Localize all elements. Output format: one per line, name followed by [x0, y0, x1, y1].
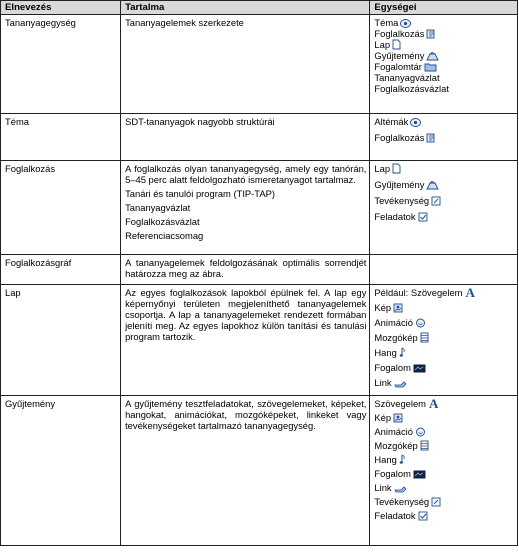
page-icon	[392, 163, 401, 174]
image-icon	[393, 303, 403, 313]
concept-icon	[413, 470, 426, 479]
text-element-icon: A	[429, 396, 439, 411]
unit-label: Mozgókép	[374, 332, 418, 343]
content-paragraph: A gyűjtemény tesztfeladatokat, szövegelemeket, képeket, hangokat, animációkat, mozgóképeket, linkeket vagy tevékenységeket tartalmazó tananyagegység.	[125, 398, 367, 431]
lesson-icon	[426, 29, 436, 39]
unit-item-mozgokep[interactable]	[374, 332, 514, 343]
row-name: Tananyagegység	[1, 15, 121, 114]
unit-item-szovegelem[interactable]	[374, 287, 514, 298]
animation-icon	[415, 427, 426, 437]
collection-icon	[426, 52, 439, 61]
unit-label: Feladatok	[374, 510, 416, 521]
unit-label: Foglalkozásvázlat	[374, 83, 449, 94]
concept-icon	[413, 364, 426, 373]
unit-item-hang[interactable]	[374, 347, 514, 358]
unit-label: Szövegelem	[374, 398, 426, 409]
row-content	[121, 285, 370, 396]
unit-label: Altémák	[374, 116, 409, 127]
unit-item-lap[interactable]	[374, 39, 514, 50]
unit-label: Kép	[374, 412, 392, 423]
unit-label: Fogalom	[374, 362, 411, 373]
unit-label: Lap	[374, 39, 391, 50]
unit-item-tevekenyseg[interactable]	[374, 496, 514, 507]
unit-item-tema[interactable]	[374, 17, 514, 28]
theme-icon	[400, 19, 411, 28]
row-units	[370, 114, 518, 161]
table-row	[1, 15, 518, 114]
row-name: Téma	[1, 114, 121, 161]
unit-label: Hang	[374, 347, 397, 358]
unit-label: Foglalkozás	[374, 132, 425, 143]
row-units	[370, 285, 518, 396]
image-icon	[393, 413, 403, 423]
row-units	[370, 161, 518, 255]
unit-item-feladatok[interactable]	[374, 211, 514, 222]
units-prefix: Például:	[374, 287, 409, 298]
unit-item-gyujtemeny[interactable]	[374, 50, 514, 61]
unit-item-foglalkozas[interactable]	[374, 132, 514, 143]
content-paragraph: Tananyagvázlat	[125, 202, 191, 213]
unit-item-kep[interactable]	[374, 302, 514, 313]
unit-item-foglalkozasvazlat[interactable]	[374, 83, 514, 94]
collection-icon	[426, 181, 439, 190]
table-row	[1, 161, 518, 255]
row-content	[121, 15, 370, 114]
header-content: Tartalma	[121, 1, 370, 15]
unit-item-feladatok[interactable]	[374, 510, 514, 521]
video-icon	[420, 440, 429, 451]
unit-label: Gyűjtemény	[374, 179, 425, 190]
content-paragraph: Referenciacsomag	[125, 230, 204, 241]
content-paragraph: A foglalkozás olyan tananyagegység, amely egy tanórán, 5–45 perc alatt feldolgozható ismeretanyagot tartalmaz.	[125, 163, 367, 185]
unit-label: Foglalkozás	[374, 28, 425, 39]
table-row	[1, 114, 518, 161]
page-icon	[392, 39, 401, 50]
unit-label: Lap	[374, 163, 391, 174]
unit-item-foglalkozas[interactable]	[374, 28, 514, 39]
unit-label: Téma	[374, 17, 399, 28]
content-paragraph: SDT-tananyagok nagyobb struktúrái	[125, 116, 275, 127]
unit-label: Link	[374, 377, 392, 388]
task-icon	[418, 511, 428, 521]
sound-icon	[399, 347, 406, 358]
unit-item-fogalom[interactable]	[374, 362, 514, 373]
content-paragraph: Foglalkozásvázlat	[125, 216, 200, 227]
row-content	[121, 161, 370, 255]
table-row	[1, 285, 518, 396]
glossary-folder-icon	[424, 62, 437, 72]
header-name: Elnevezés	[1, 1, 121, 15]
content-paragraph: Tananyagelemek szerkezete	[125, 17, 244, 28]
table-row	[1, 396, 518, 546]
unit-item-animacio[interactable]	[374, 317, 514, 328]
unit-item-gyujtemeny[interactable]	[374, 179, 514, 190]
lesson-icon	[426, 133, 436, 143]
row-name: Foglalkozásgráf	[1, 255, 121, 285]
row-name: Lap	[1, 285, 121, 396]
unit-label: Feladatok	[374, 211, 416, 222]
link-icon	[394, 485, 407, 493]
task-icon	[418, 212, 428, 222]
row-name: Foglalkozás	[1, 161, 121, 255]
video-icon	[420, 332, 429, 343]
unit-label: Tevékenység	[374, 496, 430, 507]
unit-item-mozgokep[interactable]	[374, 440, 514, 451]
row-content	[121, 114, 370, 161]
unit-label: Tevékenység	[374, 195, 430, 206]
unit-item-fogalom[interactable]	[374, 468, 514, 479]
unit-item-tananyagvazlat[interactable]	[374, 72, 514, 83]
animation-icon	[415, 318, 426, 328]
unit-item-kep[interactable]	[374, 412, 514, 423]
row-name: Gyűjtemény	[1, 396, 121, 546]
table-row	[1, 255, 518, 285]
header-row	[1, 1, 518, 15]
unit-label: Szövegelem	[410, 287, 463, 298]
content-paragraph: A tananyagelemek feldolgozásának optimális sorrendjét határozza meg az ábra.	[125, 257, 367, 279]
unit-item-animacio[interactable]	[374, 426, 514, 437]
sound-icon	[399, 454, 406, 465]
row-units	[370, 396, 518, 546]
unit-item-lap[interactable]	[374, 163, 514, 174]
unit-label: Animáció	[374, 426, 413, 437]
unit-label: Fogalomtár	[374, 61, 422, 72]
unit-item-szovegelem[interactable]	[374, 398, 514, 409]
link-icon	[394, 380, 407, 388]
activity-icon	[431, 497, 441, 507]
unit-label: Fogalom	[374, 468, 411, 479]
text-element-icon: A	[465, 285, 475, 300]
unit-item-link[interactable]	[374, 482, 514, 493]
row-content	[121, 396, 370, 546]
unit-label: Gyűjtemény	[374, 50, 425, 61]
unit-item-fogalomtar[interactable]	[374, 61, 514, 72]
content-paragraph: Tanári és tanulói program (TIP-TAP)	[125, 188, 275, 199]
theme-icon	[410, 118, 421, 127]
row-units	[370, 255, 518, 285]
unit-item-link[interactable]	[374, 377, 514, 388]
unit-item-tevekenyseg[interactable]	[374, 195, 514, 206]
unit-item-hang[interactable]	[374, 454, 514, 465]
unit-label: Kép	[374, 302, 392, 313]
unit-label: Tananyagvázlat	[374, 72, 440, 83]
row-units	[370, 15, 518, 114]
content-paragraph: Az egyes foglalkozások lapokból épülnek fel. A lap egy képernyőnyi területen megjeleníthető tananyagelemek csoportja. A lap a tananyagelemeket rendezett formában jeleníti meg. Az egyes lapokhoz külön tanítási és tanulási program tartozik.	[125, 287, 367, 342]
activity-icon	[431, 196, 441, 206]
header-units: Egységei	[370, 1, 518, 15]
unit-label: Mozgókép	[374, 440, 418, 451]
row-content	[121, 255, 370, 285]
unit-label: Hang	[374, 454, 397, 465]
unit-label: Animáció	[374, 317, 413, 328]
unit-label: Link	[374, 482, 392, 493]
unit-item-altemak[interactable]	[374, 116, 514, 127]
